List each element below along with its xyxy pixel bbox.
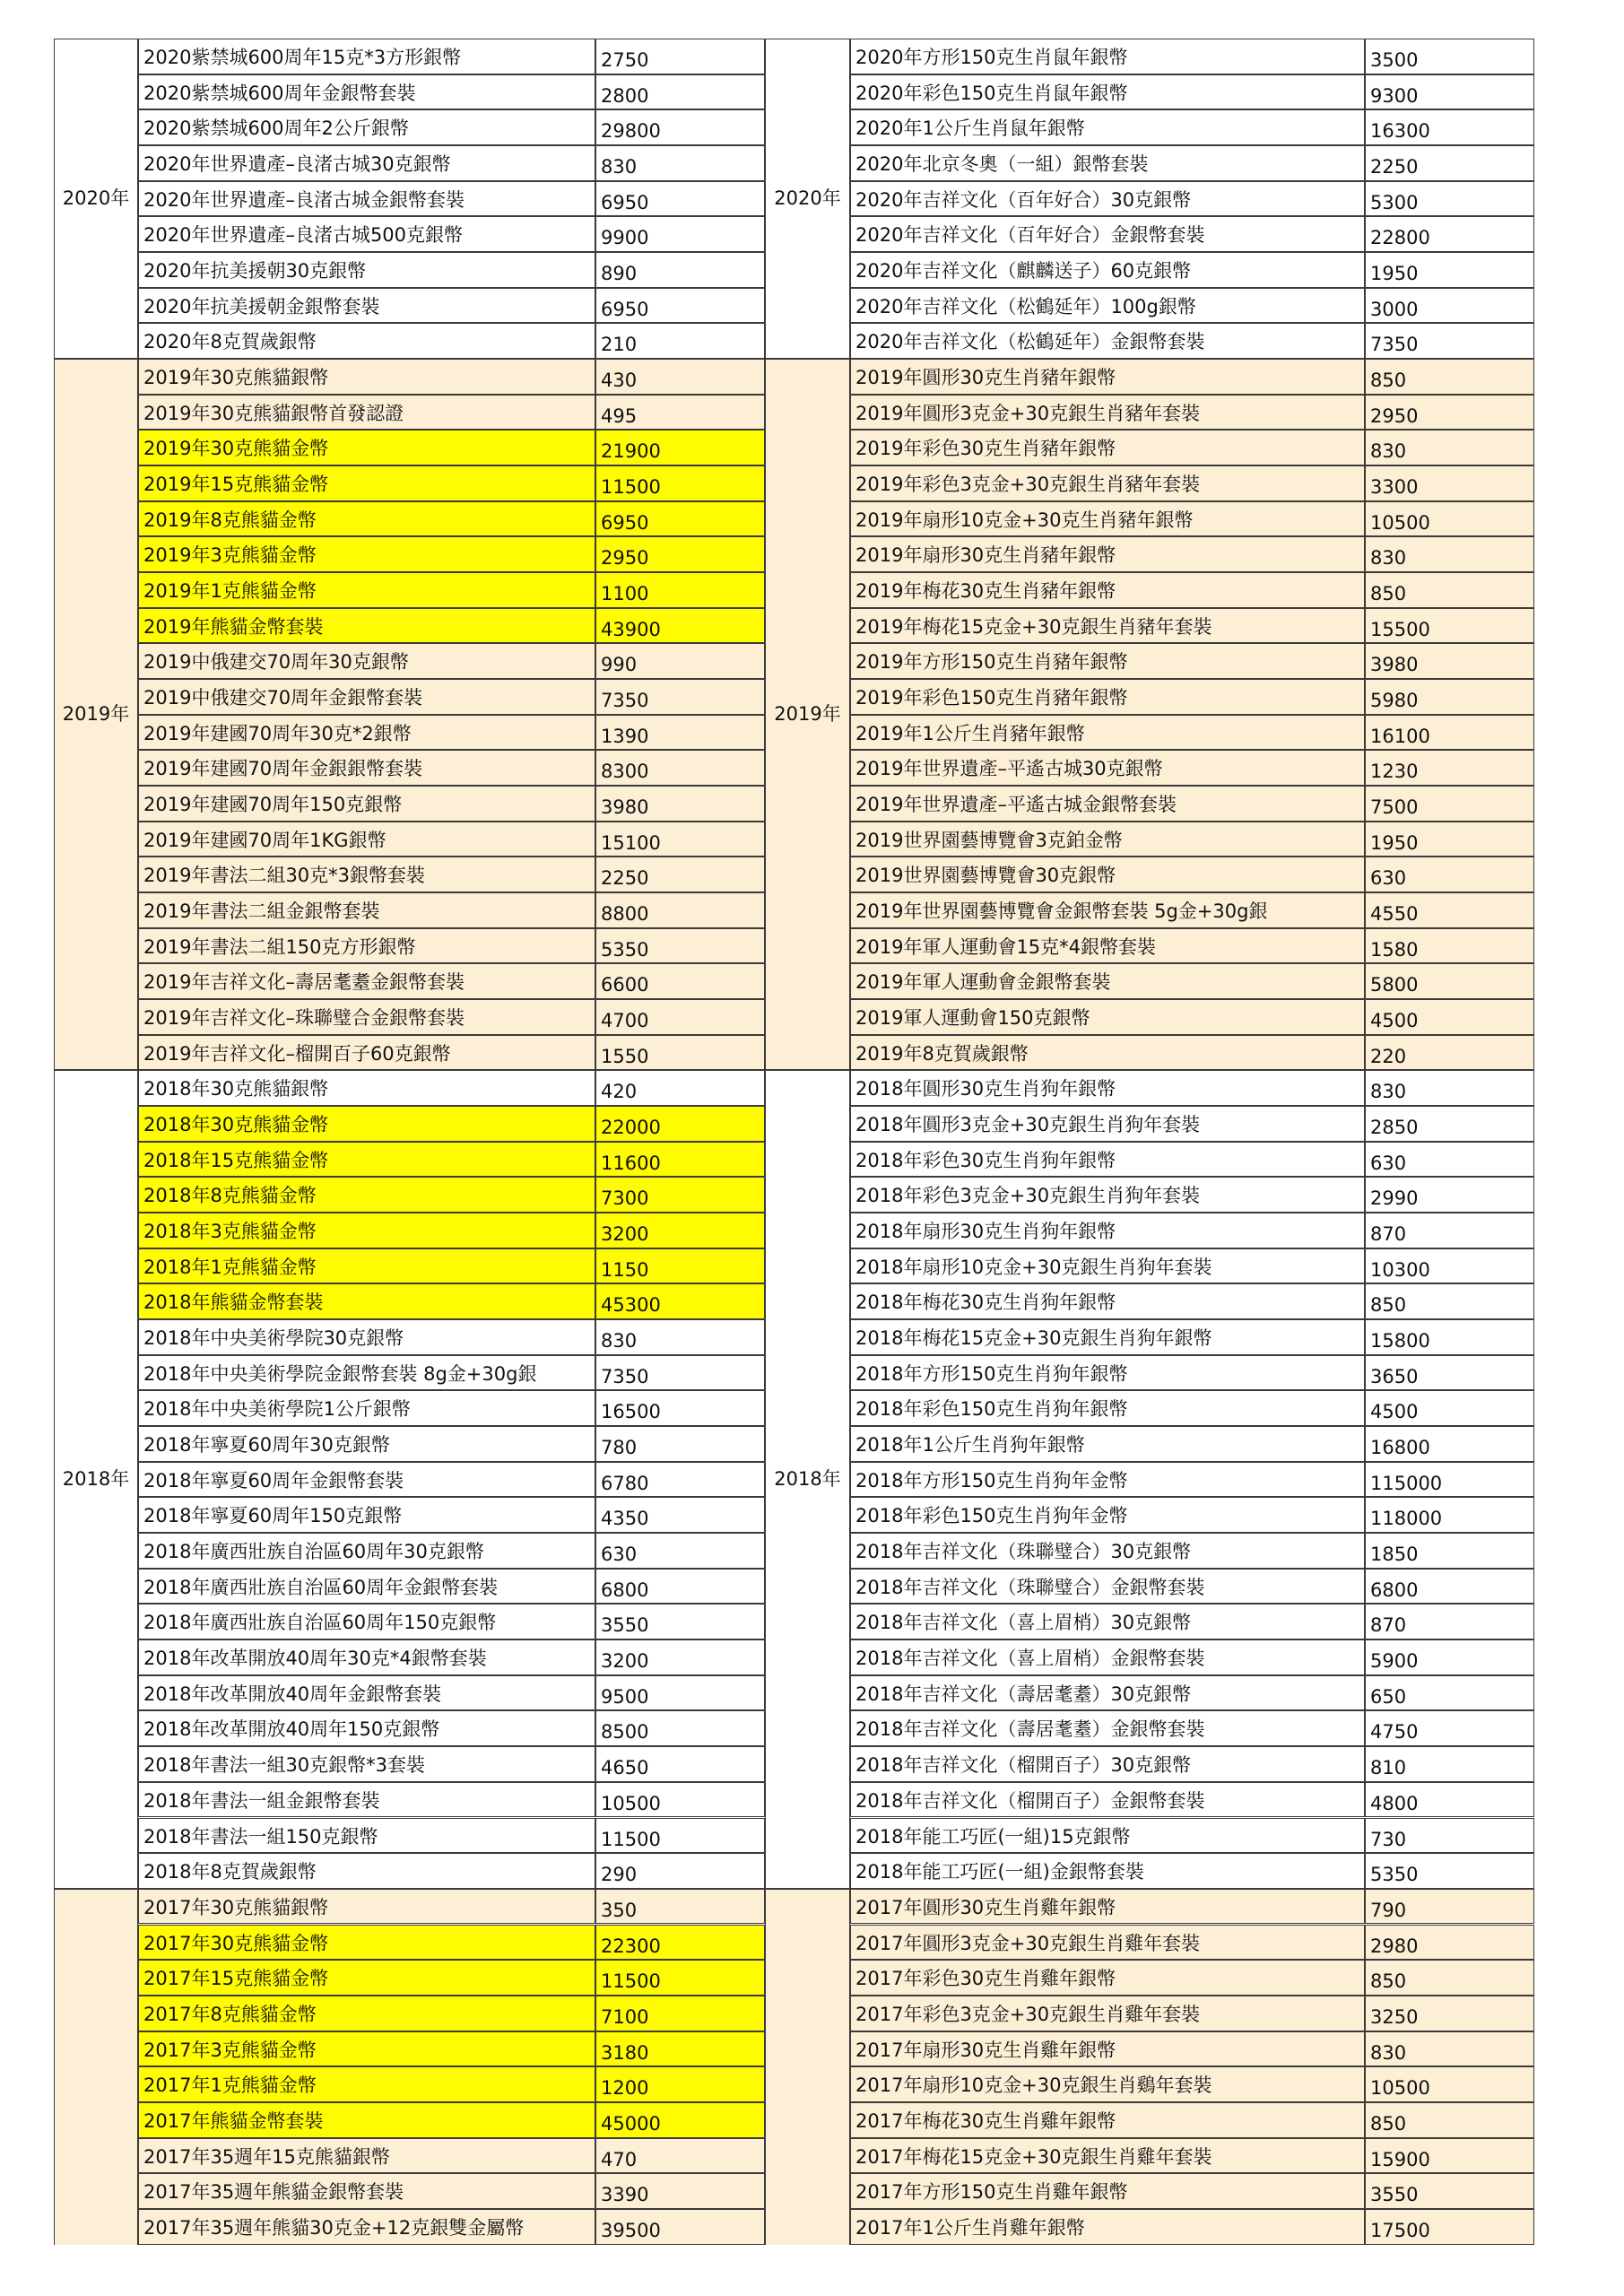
- right-item-price: 810: [1365, 1746, 1534, 1782]
- left-item-name: 2019年建國70周年150克銀幣: [138, 786, 595, 822]
- left-item-name: 2019年吉祥文化–珠聯璧合金銀幣套裝: [138, 999, 595, 1035]
- left-item-name: 2017年35週年熊貓30克金+12克銀雙金屬幣: [138, 2209, 595, 2245]
- right-item-name: 2018年圓形3克金+30克銀生肖狗年套裝: [850, 1106, 1365, 1142]
- left-item-price: 11500: [595, 1960, 765, 1996]
- left-item-name: 2018年30克熊貓金幣: [138, 1106, 595, 1142]
- left-item-name: 2018年寧夏60周年30克銀幣: [138, 1426, 595, 1462]
- right-item-name: 2017年扇形30克生肖雞年銀幣: [850, 2031, 1365, 2067]
- left-year-cell: [54, 1889, 138, 2245]
- right-item-price: 16300: [1365, 109, 1534, 145]
- left-item-price: 2750: [595, 39, 765, 74]
- left-item-price: 6950: [595, 288, 765, 324]
- right-item-name: 2018年吉祥文化（喜上眉梢）30克銀幣: [850, 1604, 1365, 1639]
- right-item-name: 2018年能工巧匠(一組)金銀幣套裝: [850, 1853, 1365, 1889]
- right-item-name: 2018年吉祥文化（珠聯璧合）30克銀幣: [850, 1533, 1365, 1569]
- right-item-name: 2018年吉祥文化（珠聯璧合）金銀幣套裝: [850, 1569, 1365, 1605]
- right-item-price: 870: [1365, 1604, 1534, 1639]
- right-item-price: 3250: [1365, 1996, 1534, 2031]
- left-item-name: 2018年中央美術學院1公斤銀幣: [138, 1390, 595, 1426]
- right-item-price: 2990: [1365, 1177, 1534, 1213]
- right-item-price: 1950: [1365, 252, 1534, 288]
- left-item-name: 2020年抗美援朝30克銀幣: [138, 252, 595, 288]
- right-item-price: 870: [1365, 1213, 1534, 1248]
- right-item-price: 2250: [1365, 145, 1534, 181]
- left-item-name: 2018年8克熊貓金幣: [138, 1177, 595, 1213]
- left-item-name: 2019年書法二組150克方形銀幣: [138, 928, 595, 964]
- left-item-name: 2019年建國70周年30克*2銀幣: [138, 715, 595, 751]
- left-item-price: 5350: [595, 928, 765, 964]
- left-item-price: 22000: [595, 1106, 765, 1142]
- right-item-price: 5800: [1365, 963, 1534, 999]
- left-item-price: 7350: [595, 1355, 765, 1391]
- left-item-name: 2017年35週年熊貓金銀幣套裝: [138, 2173, 595, 2209]
- right-item-price: 3980: [1365, 643, 1534, 679]
- right-item-name: 2017年梅花30克生肖雞年銀幣: [850, 2102, 1365, 2138]
- right-item-price: 790: [1365, 1889, 1534, 1925]
- right-item-name: 2019世界園藝博覽會3克鉑金幣: [850, 822, 1365, 857]
- right-item-price: 850: [1365, 572, 1534, 608]
- right-item-name: 2019年扇形30克生肖豬年銀幣: [850, 536, 1365, 572]
- left-item-name: 2020年世界遺產–良渚古城500克銀幣: [138, 216, 595, 252]
- left-item-price: 2250: [595, 857, 765, 892]
- right-item-name: 2018年吉祥文化（壽居耄耋）30克銀幣: [850, 1675, 1365, 1711]
- right-year-cell: 2018年: [765, 1070, 850, 1888]
- right-item-price: 7500: [1365, 786, 1534, 822]
- right-item-name: 2018年能工巧匠(一組)15克銀幣: [850, 1818, 1365, 1854]
- right-item-price: 2950: [1365, 395, 1534, 430]
- right-item-name: 2019年軍人運動會金銀幣套裝: [850, 963, 1365, 999]
- left-item-price: 9500: [595, 1675, 765, 1711]
- right-item-name: 2018年扇形30克生肖狗年銀幣: [850, 1213, 1365, 1248]
- right-item-name: 2018年方形150克生肖狗年金幣: [850, 1462, 1365, 1498]
- right-item-price: 2980: [1365, 1925, 1534, 1961]
- left-item-name: 2018年改革開放40周年150克銀幣: [138, 1710, 595, 1746]
- left-item-price: 11500: [595, 1818, 765, 1854]
- right-item-name: 2019軍人運動會150克銀幣: [850, 999, 1365, 1035]
- right-item-name: 2018年方形150克生肖狗年銀幣: [850, 1355, 1365, 1391]
- right-item-name: 2018年梅花15克金+30克銀生肖狗年銀幣: [850, 1319, 1365, 1355]
- right-item-price: 830: [1365, 536, 1534, 572]
- right-item-name: 2020年吉祥文化（麒麟送子）60克銀幣: [850, 252, 1365, 288]
- right-item-name: 2019年圓形3克金+30克銀生肖豬年套裝: [850, 395, 1365, 430]
- left-item-name: 2018年改革開放40周年30克*4銀幣套裝: [138, 1639, 595, 1675]
- left-item-name: 2019年30克熊貓銀幣首發認證: [138, 395, 595, 430]
- right-item-price: 16100: [1365, 715, 1534, 751]
- left-item-price: 1150: [595, 1248, 765, 1284]
- left-year-cell: 2019年: [54, 359, 138, 1070]
- left-item-price: 45000: [595, 2102, 765, 2138]
- left-item-name: 2018年改革開放40周年金銀幣套裝: [138, 1675, 595, 1711]
- right-item-price: 22800: [1365, 216, 1534, 252]
- left-item-name: 2017年熊貓金幣套裝: [138, 2102, 595, 2138]
- right-item-price: 830: [1365, 1070, 1534, 1106]
- left-item-name: 2018年寧夏60周年150克銀幣: [138, 1497, 595, 1533]
- right-item-price: 17500: [1365, 2209, 1534, 2245]
- right-item-price: 3000: [1365, 288, 1534, 324]
- left-item-price: 1200: [595, 2066, 765, 2102]
- left-item-price: 22300: [595, 1925, 765, 1961]
- right-item-name: 2018年扇形10克金+30克銀生肖狗年套裝: [850, 1248, 1365, 1284]
- right-item-name: 2018年梅花30克生肖狗年銀幣: [850, 1283, 1365, 1319]
- right-item-price: 15800: [1365, 1319, 1534, 1355]
- left-item-name: 2019年書法二組30克*3銀幣套裝: [138, 857, 595, 892]
- right-item-name: 2020年吉祥文化（松鶴延年）100g銀幣: [850, 288, 1365, 324]
- right-item-name: 2019年圓形30克生肖豬年銀幣: [850, 359, 1365, 395]
- left-item-name: 2019中俄建交70周年30克銀幣: [138, 643, 595, 679]
- right-item-price: 850: [1365, 1283, 1534, 1319]
- left-item-name: 2018年廣西壯族自治區60周年金銀幣套裝: [138, 1569, 595, 1605]
- right-item-price: 730: [1365, 1818, 1534, 1854]
- right-item-price: 10300: [1365, 1248, 1534, 1284]
- right-item-name: 2018年彩色30克生肖狗年銀幣: [850, 1142, 1365, 1178]
- left-year-cell: 2018年: [54, 1070, 138, 1888]
- left-item-price: 350: [595, 1889, 765, 1925]
- left-item-name: 2017年30克熊貓銀幣: [138, 1889, 595, 1925]
- left-item-price: 11600: [595, 1142, 765, 1178]
- left-item-name: 2018年3克熊貓金幣: [138, 1213, 595, 1248]
- right-item-name: 2020年北京冬奧（一組）銀幣套裝: [850, 145, 1365, 181]
- right-item-price: 6800: [1365, 1569, 1534, 1605]
- right-item-name: 2020年1公斤生肖鼠年銀幣: [850, 109, 1365, 145]
- right-item-name: 2018年吉祥文化（榴開百子）30克銀幣: [850, 1746, 1365, 1782]
- right-item-price: 5300: [1365, 181, 1534, 217]
- left-item-price: 8800: [595, 892, 765, 928]
- left-item-name: 2017年30克熊貓金幣: [138, 1925, 595, 1961]
- left-item-name: 2019年建國70周年1KG銀幣: [138, 822, 595, 857]
- left-item-price: 7100: [595, 1996, 765, 2031]
- right-item-price: 850: [1365, 359, 1534, 395]
- right-item-price: 15900: [1365, 2138, 1534, 2174]
- left-item-name: 2017年15克熊貓金幣: [138, 1960, 595, 1996]
- right-item-price: 10500: [1365, 501, 1534, 537]
- left-item-name: 2020紫禁城600周年15克*3方形銀幣: [138, 39, 595, 74]
- left-item-name: 2019年1克熊貓金幣: [138, 572, 595, 608]
- left-item-price: 3200: [595, 1639, 765, 1675]
- left-item-price: 8300: [595, 750, 765, 786]
- left-item-name: 2018年書法一組金銀幣套裝: [138, 1782, 595, 1818]
- left-item-price: 7350: [595, 679, 765, 715]
- left-item-price: 1100: [595, 572, 765, 608]
- right-item-name: 2018年彩色150克生肖狗年金幣: [850, 1497, 1365, 1533]
- left-item-price: 15100: [595, 822, 765, 857]
- left-item-price: 16500: [595, 1390, 765, 1426]
- left-item-name: 2018年書法一組30克銀幣*3套裝: [138, 1746, 595, 1782]
- right-item-price: 15500: [1365, 608, 1534, 644]
- right-item-name: 2018年彩色3克金+30克銀生肖狗年套裝: [850, 1177, 1365, 1213]
- left-item-name: 2019年30克熊貓金幣: [138, 430, 595, 465]
- left-item-price: 3550: [595, 1604, 765, 1639]
- left-item-name: 2018年書法一組150克銀幣: [138, 1818, 595, 1854]
- right-item-name: 2020年方形150克生肖鼠年銀幣: [850, 39, 1365, 74]
- left-item-price: 7300: [595, 1177, 765, 1213]
- right-item-price: 3550: [1365, 2173, 1534, 2209]
- right-item-price: 16800: [1365, 1426, 1534, 1462]
- left-item-price: 45300: [595, 1283, 765, 1319]
- right-item-price: 850: [1365, 2102, 1534, 2138]
- right-item-name: 2017年圓形3克金+30克銀生肖雞年套裝: [850, 1925, 1365, 1961]
- left-item-name: 2018年1克熊貓金幣: [138, 1248, 595, 1284]
- right-item-name: 2017年彩色3克金+30克銀生肖雞年套裝: [850, 1996, 1365, 2031]
- right-item-price: 2850: [1365, 1106, 1534, 1142]
- right-item-name: 2017年方形150克生肖雞年銀幣: [850, 2173, 1365, 2209]
- left-item-name: 2017年3克熊貓金幣: [138, 2031, 595, 2067]
- left-item-name: 2018年8克賀歲銀幣: [138, 1853, 595, 1889]
- left-item-price: 29800: [595, 109, 765, 145]
- right-item-name: 2020年吉祥文化（百年好合）金銀幣套裝: [850, 216, 1365, 252]
- right-item-name: 2018年吉祥文化（壽居耄耋）金銀幣套裝: [850, 1710, 1365, 1746]
- right-item-price: 650: [1365, 1675, 1534, 1711]
- left-item-price: 990: [595, 643, 765, 679]
- right-item-name: 2019年1公斤生肖豬年銀幣: [850, 715, 1365, 751]
- right-item-name: 2018年吉祥文化（喜上眉梢）金銀幣套裝: [850, 1639, 1365, 1675]
- right-item-price: 118000: [1365, 1497, 1534, 1533]
- left-item-name: 2019中俄建交70周年金銀幣套裝: [138, 679, 595, 715]
- left-item-price: 6950: [595, 181, 765, 217]
- left-item-price: 630: [595, 1533, 765, 1569]
- right-item-price: 4500: [1365, 1390, 1534, 1426]
- right-item-name: 2020年吉祥文化（百年好合）30克銀幣: [850, 181, 1365, 217]
- left-item-name: 2019年吉祥文化–壽居耄耋金銀幣套裝: [138, 963, 595, 999]
- right-item-price: 9300: [1365, 74, 1534, 110]
- right-item-name: 2018年1公斤生肖狗年銀幣: [850, 1426, 1365, 1462]
- right-item-price: 3650: [1365, 1355, 1534, 1391]
- right-item-name: 2017年1公斤生肖雞年銀幣: [850, 2209, 1365, 2245]
- left-item-name: 2019年熊貓金幣套裝: [138, 608, 595, 644]
- right-item-price: 830: [1365, 430, 1534, 465]
- right-item-price: 115000: [1365, 1462, 1534, 1498]
- left-item-price: 3200: [595, 1213, 765, 1248]
- right-year-cell: 2019年: [765, 359, 850, 1070]
- right-item-price: 4550: [1365, 892, 1534, 928]
- left-item-name: 2019年書法二組金銀幣套裝: [138, 892, 595, 928]
- left-item-price: 11500: [595, 465, 765, 501]
- left-item-price: 3980: [595, 786, 765, 822]
- right-item-name: 2017年梅花15克金+30克銀生肖雞年套裝: [850, 2138, 1365, 2174]
- right-item-name: 2019年彩色30克生肖豬年銀幣: [850, 430, 1365, 465]
- right-item-name: 2019年8克賀歲銀幣: [850, 1035, 1365, 1071]
- left-item-price: 6780: [595, 1462, 765, 1498]
- left-item-name: 2019年3克熊貓金幣: [138, 536, 595, 572]
- right-item-name: 2017年扇形10克金+30克銀生肖鷄年套裝: [850, 2066, 1365, 2102]
- left-item-price: 290: [595, 1853, 765, 1889]
- right-item-name: 2019年彩色3克金+30克銀生肖豬年套裝: [850, 465, 1365, 501]
- right-item-name: 2019年世界遺產–平遙古城30克銀幣: [850, 750, 1365, 786]
- left-item-price: 4350: [595, 1497, 765, 1533]
- left-item-price: 3390: [595, 2173, 765, 2209]
- right-item-price: 630: [1365, 857, 1534, 892]
- left-item-price: 6950: [595, 501, 765, 537]
- right-item-price: 5350: [1365, 1853, 1534, 1889]
- right-item-name: 2020年吉祥文化（松鶴延年）金銀幣套裝: [850, 323, 1365, 359]
- left-item-price: 4700: [595, 999, 765, 1035]
- right-item-name: 2017年彩色30克生肖雞年銀幣: [850, 1960, 1365, 1996]
- right-item-name: 2019年梅花15克金+30克銀生肖豬年套裝: [850, 608, 1365, 644]
- left-item-name: 2019年建國70周年金銀銀幣套裝: [138, 750, 595, 786]
- left-item-price: 4650: [595, 1746, 765, 1782]
- left-item-price: 43900: [595, 608, 765, 644]
- left-item-price: 8500: [595, 1710, 765, 1746]
- left-item-name: 2019年30克熊貓銀幣: [138, 359, 595, 395]
- left-item-name: 2019年8克熊貓金幣: [138, 501, 595, 537]
- left-item-name: 2019年吉祥文化–榴開百子60克銀幣: [138, 1035, 595, 1071]
- left-item-price: 1390: [595, 715, 765, 751]
- left-item-price: 6600: [595, 963, 765, 999]
- left-item-price: 210: [595, 323, 765, 359]
- left-item-price: 470: [595, 2138, 765, 2174]
- left-item-name: 2017年1克熊貓金幣: [138, 2066, 595, 2102]
- left-item-price: 2950: [595, 536, 765, 572]
- left-item-name: 2018年廣西壯族自治區60周年150克銀幣: [138, 1604, 595, 1639]
- left-item-price: 495: [595, 395, 765, 430]
- right-item-name: 2018年圓形30克生肖狗年銀幣: [850, 1070, 1365, 1106]
- right-item-price: 3500: [1365, 39, 1534, 74]
- left-item-name: 2018年中央美術學院30克銀幣: [138, 1319, 595, 1355]
- left-item-price: 9900: [595, 216, 765, 252]
- right-item-price: 1850: [1365, 1533, 1534, 1569]
- right-item-price: 220: [1365, 1035, 1534, 1071]
- right-item-name: 2019年扇形10克金+30克生肖豬年銀幣: [850, 501, 1365, 537]
- left-item-price: 3180: [595, 2031, 765, 2067]
- left-item-name: 2017年35週年15克熊貓銀幣: [138, 2138, 595, 2174]
- right-item-price: 4500: [1365, 999, 1534, 1035]
- right-item-price: 5900: [1365, 1639, 1534, 1675]
- right-item-price: 1950: [1365, 822, 1534, 857]
- left-item-name: 2020年8克賀歲銀幣: [138, 323, 595, 359]
- left-item-name: 2020紫禁城600周年2公斤銀幣: [138, 109, 595, 145]
- right-item-name: 2019年方形150克生肖豬年銀幣: [850, 643, 1365, 679]
- right-item-price: 10500: [1365, 2066, 1534, 2102]
- right-item-price: 1230: [1365, 750, 1534, 786]
- right-item-name: 2020年彩色150克生肖鼠年銀幣: [850, 74, 1365, 110]
- left-item-price: 10500: [595, 1782, 765, 1818]
- right-item-name: 2018年彩色150克生肖狗年銀幣: [850, 1390, 1365, 1426]
- right-item-price: 1580: [1365, 928, 1534, 964]
- left-item-name: 2020紫禁城600周年金銀幣套裝: [138, 74, 595, 110]
- right-item-price: 7350: [1365, 323, 1534, 359]
- right-item-name: 2019年彩色150克生肖豬年銀幣: [850, 679, 1365, 715]
- right-item-price: 3300: [1365, 465, 1534, 501]
- left-item-name: 2018年15克熊貓金幣: [138, 1142, 595, 1178]
- left-item-price: 830: [595, 1319, 765, 1355]
- left-item-name: 2020年世界遺產–良渚古城金銀幣套裝: [138, 181, 595, 217]
- right-item-price: 630: [1365, 1142, 1534, 1178]
- right-item-price: 5980: [1365, 679, 1534, 715]
- right-item-price: 830: [1365, 2031, 1534, 2067]
- right-item-name: 2019年梅花30克生肖豬年銀幣: [850, 572, 1365, 608]
- left-item-price: 420: [595, 1070, 765, 1106]
- left-item-price: 21900: [595, 430, 765, 465]
- left-item-price: 1550: [595, 1035, 765, 1071]
- right-year-cell: [765, 1889, 850, 2245]
- left-item-name: 2020年抗美援朝金銀幣套裝: [138, 288, 595, 324]
- left-item-name: 2018年熊貓金幣套裝: [138, 1283, 595, 1319]
- left-item-name: 2017年8克熊貓金幣: [138, 1996, 595, 2031]
- left-item-name: 2018年廣西壯族自治區60周年30克銀幣: [138, 1533, 595, 1569]
- left-item-price: 6800: [595, 1569, 765, 1605]
- right-year-cell: 2020年: [765, 39, 850, 359]
- left-item-price: 780: [595, 1426, 765, 1462]
- left-item-price: 39500: [595, 2209, 765, 2245]
- right-item-name: 2019年世界遺產–平遙古城金銀幣套裝: [850, 786, 1365, 822]
- left-item-price: 830: [595, 145, 765, 181]
- right-item-price: 4800: [1365, 1782, 1534, 1818]
- left-item-price: 890: [595, 252, 765, 288]
- left-item-price: 430: [595, 359, 765, 395]
- right-item-name: 2019年軍人運動會15克*4銀幣套裝: [850, 928, 1365, 964]
- left-item-name: 2019年15克熊貓金幣: [138, 465, 595, 501]
- left-item-price: 2800: [595, 74, 765, 110]
- right-item-name: 2018年吉祥文化（榴開百子）金銀幣套裝: [850, 1782, 1365, 1818]
- left-item-name: 2020年世界遺產–良渚古城30克銀幣: [138, 145, 595, 181]
- right-item-price: 4750: [1365, 1710, 1534, 1746]
- left-year-cell: 2020年: [54, 39, 138, 359]
- right-item-name: 2017年圓形30克生肖雞年銀幣: [850, 1889, 1365, 1925]
- left-item-name: 2018年寧夏60周年金銀幣套裝: [138, 1462, 595, 1498]
- right-item-price: 850: [1365, 1960, 1534, 1996]
- left-item-name: 2018年中央美術學院金銀幣套裝 8g金+30g銀: [138, 1355, 595, 1391]
- left-item-name: 2018年30克熊貓銀幣: [138, 1070, 595, 1106]
- right-item-name: 2019世界園藝博覽會30克銀幣: [850, 857, 1365, 892]
- right-item-name: 2019年世界園藝博覽會金銀幣套裝 5g金+30g銀: [850, 892, 1365, 928]
